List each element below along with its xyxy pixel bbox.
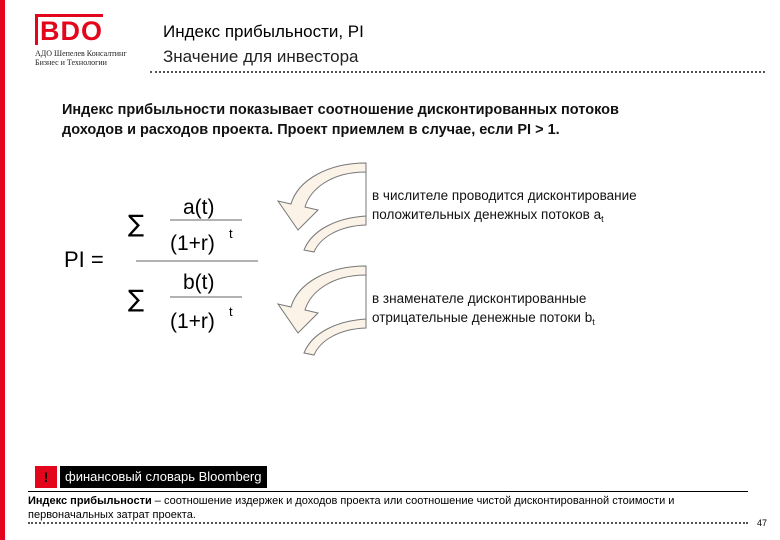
denominator-note-text: в знаменателе дисконтированные отрицательные денежные потоки b <box>372 291 593 325</box>
denominator-bottom: (1+r) <box>170 310 215 333</box>
curved-arrow-bottom-icon <box>278 266 366 355</box>
definition-term: Индекс прибыльности <box>28 495 152 507</box>
numerator-bottom: b(t) <box>183 271 215 294</box>
bloomberg-badge <box>35 466 267 488</box>
exponent-bottom: t <box>229 304 233 319</box>
denominator-top: (1+r) <box>170 232 215 255</box>
exponent-top: t <box>229 226 233 241</box>
logo-subtitle-line2: Бизнес и Технологии <box>35 58 107 67</box>
numerator-top: a(t) <box>183 196 215 219</box>
curved-arrow-top-icon <box>278 163 366 252</box>
numerator-note-sub: t <box>601 214 604 224</box>
numerator-note <box>372 186 642 229</box>
slide-title: Индекс прибыльности, PI <box>163 22 364 41</box>
pi-label: PI = <box>64 247 104 272</box>
logo-brand: BDO <box>35 14 103 45</box>
numerator-note-text: в числителе проводится дисконтирование положительных денежных потоков a <box>372 188 637 222</box>
intro-paragraph: Индекс прибыльности показывает соотношение дисконтированных потоков доходов и расходов проекта. Проект приемлем в случае, если PI > 1. <box>62 102 619 138</box>
sum-symbol-top: ∑ <box>128 210 145 238</box>
definition-text <box>28 494 748 522</box>
sum-symbol-bottom: ∑ <box>128 285 145 313</box>
page-number: 47 <box>757 518 768 528</box>
bloomberg-label: финансовый словарь Bloomberg <box>60 466 267 488</box>
definition-body: – соотношение издержек и доходов проекта или соотношение чистой дисконтированной стоимости и первоначальных затрат проекта. <box>28 495 675 521</box>
slide-subtitle: Значение для инвестора <box>163 47 359 66</box>
denominator-note <box>372 289 642 332</box>
denominator-note-sub: t <box>592 317 595 327</box>
logo-subtitle-line1: АДО Шепелев Консалтинг <box>35 49 127 58</box>
exclamation-icon: ! <box>35 466 57 488</box>
